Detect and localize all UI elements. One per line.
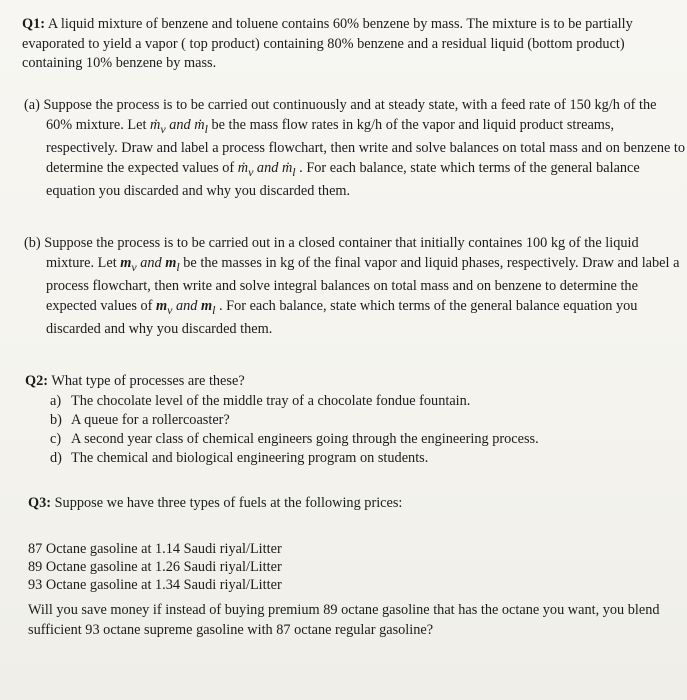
question-1b-text-3: . For each balance, state which terms of the general balance equation you discarded and why you discarded them. <box>46 297 638 338</box>
question-1b-text-1: (b) Suppose the process is to be carried out in a closed container that initially containes 100 kg of the liquid mixture. Let <box>24 235 639 271</box>
question-1b <box>24 234 686 340</box>
fuel-price-line: 89 Octane gasoline at 1.26 Saudi riyal/Litter <box>28 559 282 576</box>
symbol-ml-dot: ṁ$_l$ <box>194 116 208 136</box>
question-1 <box>22 15 662 74</box>
question-3-prompt: Will you save money if instead of buying premium 89 octane gasoline that has the octane you want, you blend sufficient 93 octane supreme gasoline with 87 octane regular gasoline? <box>28 602 660 638</box>
fuel-price-line: 87 Octane gasoline at 1.14 Saudi riyal/Litter <box>28 541 282 557</box>
symbol-ml: $m_l$ <box>165 254 180 274</box>
symbol-mv-2: $m_v$ <box>155 297 173 317</box>
and-word-2: and <box>253 159 282 176</box>
question-3 <box>28 494 668 514</box>
question-2-label: Q2: <box>25 373 49 389</box>
question-3-label: Q3: <box>28 495 52 511</box>
and-word-4: and <box>172 297 201 314</box>
list-item <box>25 449 665 468</box>
question-1a-text-2: be the mass flow rates in kg/h of the vapor and liquid product streams, respectively. Draw and label a process flowchart, then write and solve balances on total mass and on benzene to determine the expected values of <box>46 116 686 176</box>
and-word: and <box>165 116 195 133</box>
symbol-ml-2: $m_l$ <box>200 297 216 317</box>
list-marker: b) <box>50 411 62 428</box>
question-3-text: Suppose we have three types of fuels at the following prices: <box>51 495 403 511</box>
question-2-heading <box>25 372 665 392</box>
list-item-text: The chocolate level of the middle tray of a chocolate fondue fountain. <box>71 392 471 409</box>
symbol-mv-dot-2: ṁ$_v$ <box>237 159 254 179</box>
fuel-price-line: 93 Octane gasoline at 1.34 Saudi riyal/Litter <box>28 577 282 594</box>
question-1a <box>24 96 686 202</box>
list-item-text: A queue for a rollercoaster? <box>71 411 230 428</box>
symbol-ml-dot-2: ṁ$_l$ <box>281 159 296 179</box>
list-item-text: The chemical and biological engineering program on students. <box>71 449 429 466</box>
fuel-price-list <box>28 540 668 595</box>
list-marker: c) <box>50 430 62 447</box>
list-item <box>25 430 665 449</box>
symbol-mv: $m_v$ <box>120 254 137 274</box>
and-word-3: and <box>136 254 166 271</box>
list-marker: d) <box>50 449 62 466</box>
list-marker: a) <box>50 392 62 409</box>
list-item-text: A second year class of chemical engineers going through the engineering process. <box>71 430 539 447</box>
list-item <box>25 392 665 411</box>
question-1-text: A liquid mixture of benzene and toluene contains 60% benzene by mass. The mixture is to be partially evaporated to yield a vapor ( top product) containing 80% benzene and a residual liquid (bottom product) containing 10% benzene by mass. <box>22 16 633 72</box>
question-1b-text-2: be the masses in kg of the final vapor and liquid phases, respectively. Draw and label a process flowchart, then write and solve integral balances on total mass and on benzene to determine the expected values of <box>46 254 680 314</box>
question-1-label: Q1: <box>22 16 46 32</box>
question-1a-text-3: . For each balance, state which terms of the general balance equation you discarded and why you discarded them. <box>46 159 640 200</box>
question-2-list <box>25 392 665 468</box>
question-1a-text-1: (a) Suppose the process is to be carried out continuously and at steady state, with a feed rate of 150 kg/h of the 60% mixture. Let <box>24 97 657 133</box>
question-2 <box>25 372 665 468</box>
symbol-mv-dot: ṁ$_v$ <box>150 116 166 136</box>
question-2-text: What type of processes are these? <box>48 373 245 389</box>
list-item <box>25 411 665 430</box>
